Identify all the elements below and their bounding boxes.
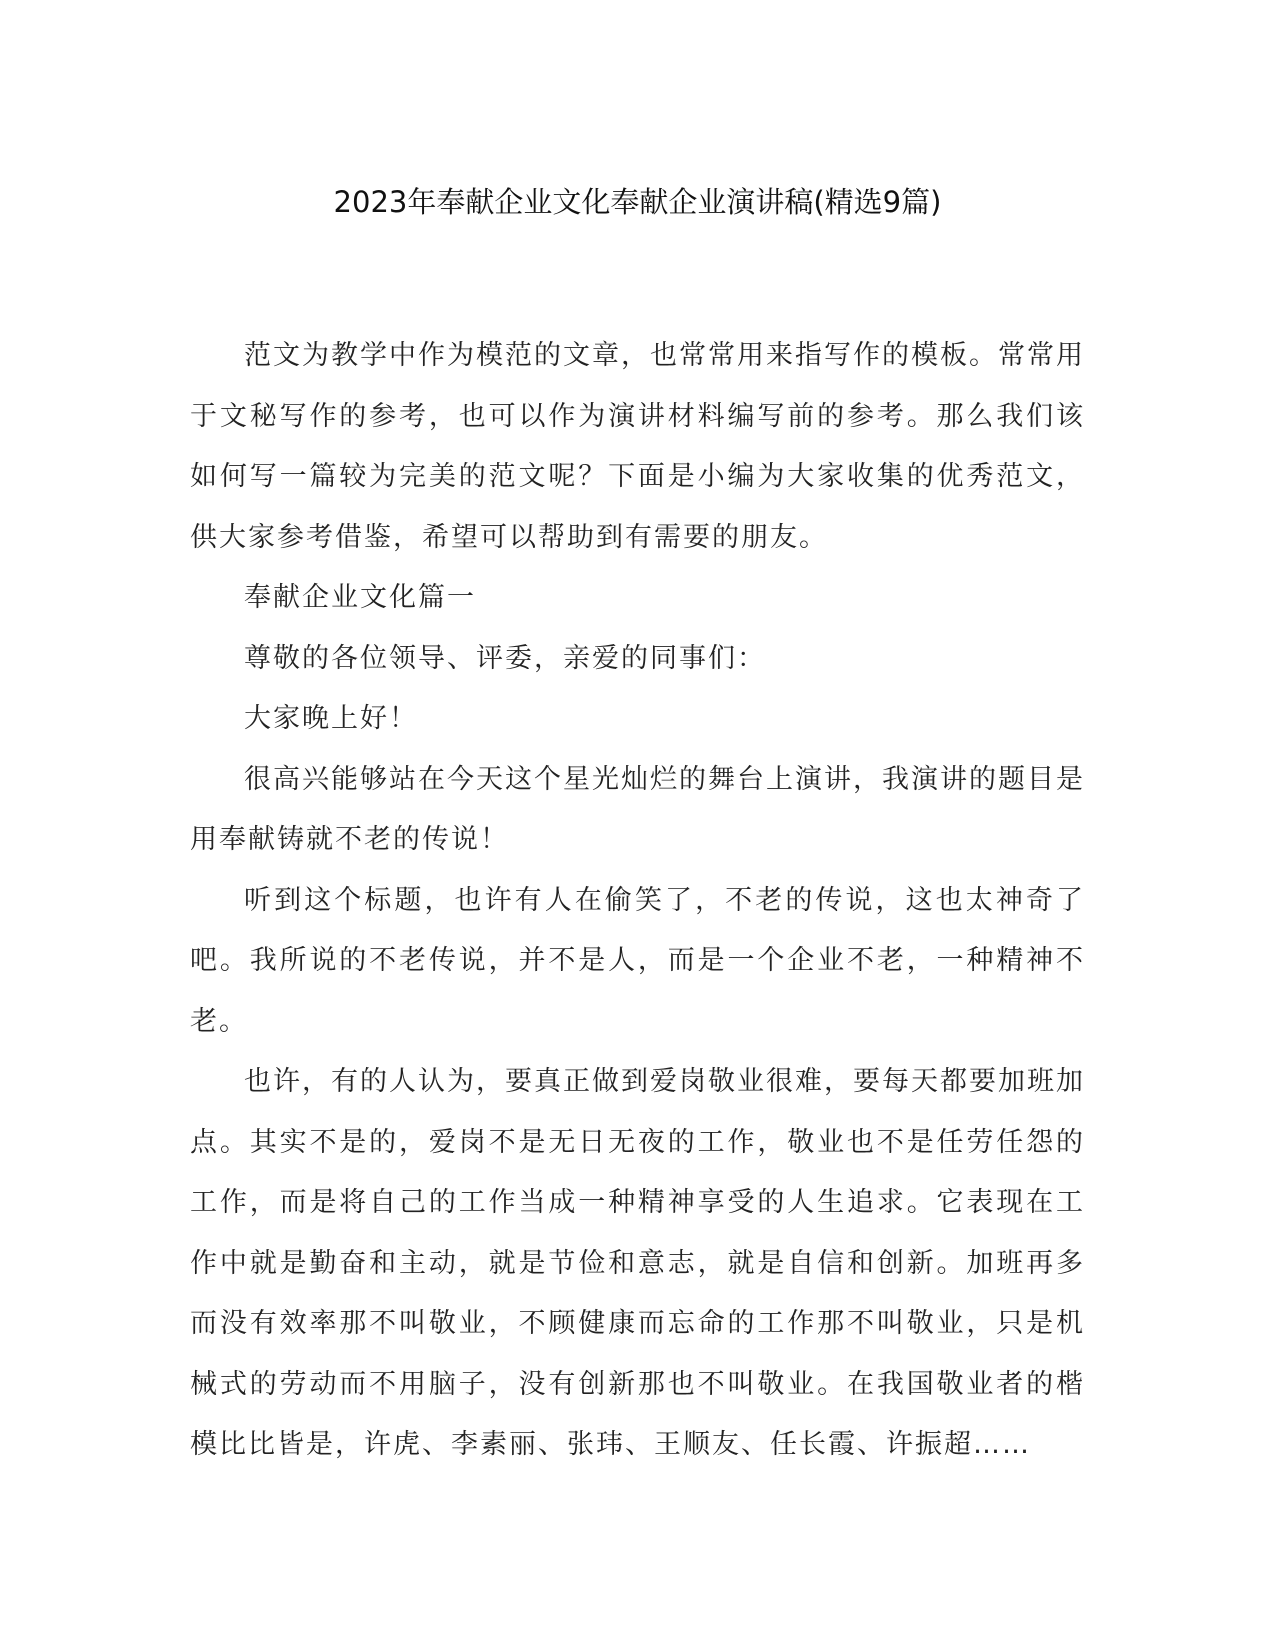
salutation: 尊敬的各位领导、评委，亲爱的同事们：: [244, 642, 766, 674]
section-heading: 奉献企业文化篇一: [244, 582, 476, 613]
greeting: 大家晚上好！: [244, 703, 418, 734]
paragraph: 也许，有的人认为，要真正做到爱岗敬业很难，要每天都要加班加点。其实不是的，爱岗不是无日无夜的工作，敬业也不是任劳任怨的工作，而是将自己的工作当成一种精神享受的人生追求。它表现在工作中就是勤奋和主动，就是节俭和意志，就是自信和创新。加班再多而没有效率那不叫敬业，不顾健康而忘命的工作那不叫敬业，只是机械式的劳动而不用脑子，没有创新那也不叫敬业。在我国敬业者的楷模比比皆是，许虎、李素丽、张玮、王顺友、任长霞、许振超……: [190, 1066, 1085, 1460]
document-title: 2023年奉献企业文化奉献企业演讲稿(精选9篇): [333, 185, 942, 219]
paragraph: 很高兴能够站在今天这个星光灿烂的舞台上演讲，我演讲的题目是用奉献铸就不老的传说！: [190, 763, 1085, 855]
paragraph-intro: 范文为教学中作为模范的文章，也常常用来指写作的模板。常常用于文秘写作的参考，也可以作为演讲材料编写前的参考。那么我们该如何写一篇较为完美的范文呢？下面是小编为大家收集的优秀范文，供大家参考借鉴，希望可以帮助到有需要的朋友。: [190, 340, 1085, 553]
paragraph: 听到这个标题，也许有人在偷笑了，不老的传说，这也太神奇了吧。我所说的不老传说，并不是人，而是一个企业不老，一种精神不老。: [190, 884, 1085, 1037]
document-body: [190, 326, 1085, 1476]
